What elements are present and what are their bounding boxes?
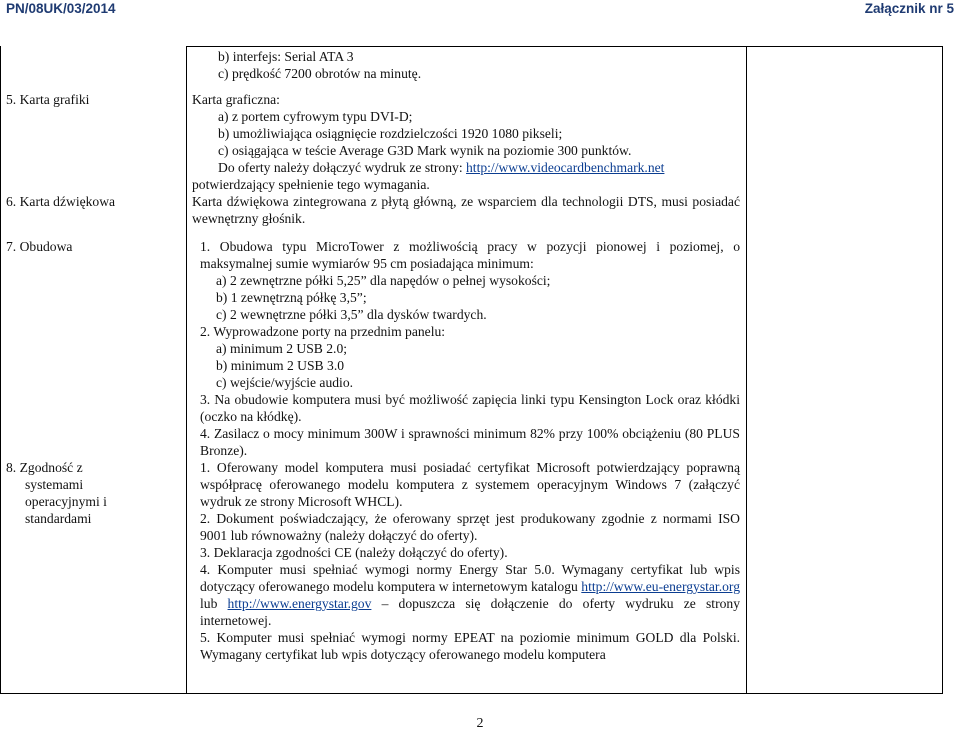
list-item: c) wejście/wyjście audio. [216, 375, 354, 390]
page-number: 2 [476, 716, 484, 731]
row-label-line: operacyjnymi i [25, 494, 107, 509]
table-top-border [186, 46, 943, 47]
energystar-text: 4. Komputer musi spełniać wymogi normy Energy Star 5.0. Wymagany certyfikat lub wpis dotyczący oferowanego modelu komputera w internetowym katalogu [200, 562, 740, 594]
column-divider-2 [746, 46, 747, 694]
list-item: c) prędkość 7200 obrotów na minutę. [218, 66, 422, 81]
list-item: b) umożliwiająca osiągnięcie rozdzielczości 1920 1080 pikseli; [218, 126, 563, 141]
offer-note-text: Do oferty należy dołączyć wydruk ze strony: [218, 160, 466, 175]
list-item: b) minimum 2 USB 3.0 [216, 358, 345, 373]
offer-note [218, 159, 664, 176]
row-label: 5. Karta grafiki [6, 92, 90, 107]
list-item: b) interfejs: Serial ATA 3 [218, 49, 354, 64]
column-divider-1 [186, 46, 187, 694]
list-item: 4. Zasilacz o mocy minimum 300W i sprawności minimum 82% przy 100% obciążeniu (80 PLUS Bronze). [200, 426, 740, 458]
row-label: 6. Karta dźwiękowa [6, 194, 116, 209]
row-label: 7. Obudowa [6, 239, 73, 254]
list-item: 1. Oferowany model komputera musi posiadać certyfikat Microsoft potwierdzający poprawną współpracę oferowanego modelu komputera z systemem operacyjnym Windows 7 (załączyć wydruk ze strony Microsoft WHCL). [200, 460, 740, 509]
list-item: b) 1 zewnętrzną półkę 3,5”; [216, 290, 367, 305]
offer-note-continued: potwierdzający spełnienie tego wymagania. [192, 177, 430, 192]
row-label-line: standardami [25, 511, 92, 526]
energystar-or: lub [200, 596, 228, 611]
list-item: c) 2 wewnętrzne półki 3,5” dla dysków twardych. [216, 307, 487, 322]
page-header [0, 0, 960, 22]
list-item: 1. Obudowa typu MicroTower z możliwością pracy w pozycji pionowej i poziomej, o maksymalnej sumie wymiarów 95 cm posiadająca minimum: [200, 239, 740, 271]
row-label-line: systemami [25, 477, 84, 492]
list-item: 3. Na obudowie komputera musi być możliwość zapięcia linki typu Kensington Lock oraz kłódki (oczko na kłódkę). [200, 392, 740, 424]
attachment-label: Załącznik nr 5 [864, 1, 954, 16]
row-description: Karta dźwiękowa zintegrowana z płytą główną, ze wsparciem dla technologii DTS, musi posiadać wewnętrzny głośnik. [192, 194, 740, 226]
list-item: Karta graficzna: [192, 92, 280, 107]
row-label-line: 8. Zgodność z [6, 460, 83, 475]
list-item: 3. Deklaracja zgodności CE (należy dołączyć do oferty). [200, 545, 508, 560]
list-item [200, 561, 740, 629]
list-item: a) 2 zewnętrzne półki 5,25” dla napędów o pełnej wysokości; [216, 273, 551, 288]
row-label [6, 459, 186, 527]
energystar-text-end: – dopuszcza się dołączenie do oferty wydruku ze strony internetowej. [200, 596, 740, 628]
eu-energystar-link[interactable]: http://www.eu-energystar.org [581, 579, 740, 594]
list-item: 2. Wyprowadzone porty na przednim panelu: [200, 324, 446, 339]
list-item: a) minimum 2 USB 2.0; [216, 341, 348, 356]
table-border-left [0, 46, 1, 694]
list-item: a) z portem cyfrowym typu DVI-D; [218, 109, 413, 124]
energystar-gov-link[interactable]: http://www.energystar.gov [227, 596, 372, 611]
list-item: 5. Komputer musi spełniać wymogi normy EPEAT na poziomie minimum GOLD dla Polski. Wymagany certyfikat lub wpis dotyczący oferowanego modelu komputera [200, 630, 740, 662]
list-item: c) osiągająca w teście Average G3D Mark wynik na poziomie 300 punktów. [218, 143, 632, 158]
videocard-link[interactable]: http://www.videocardbenchmark.net [466, 160, 665, 175]
table-border-right [942, 46, 943, 694]
list-item: 2. Dokument poświadczający, że oferowany sprzęt jest produkowany zgodnie z normami ISO 9001 lub równoważny (należy dołączyć do oferty). [200, 511, 740, 543]
document-reference: PN/08UK/03/2014 [6, 1, 116, 16]
table-bottom-border [0, 693, 943, 694]
